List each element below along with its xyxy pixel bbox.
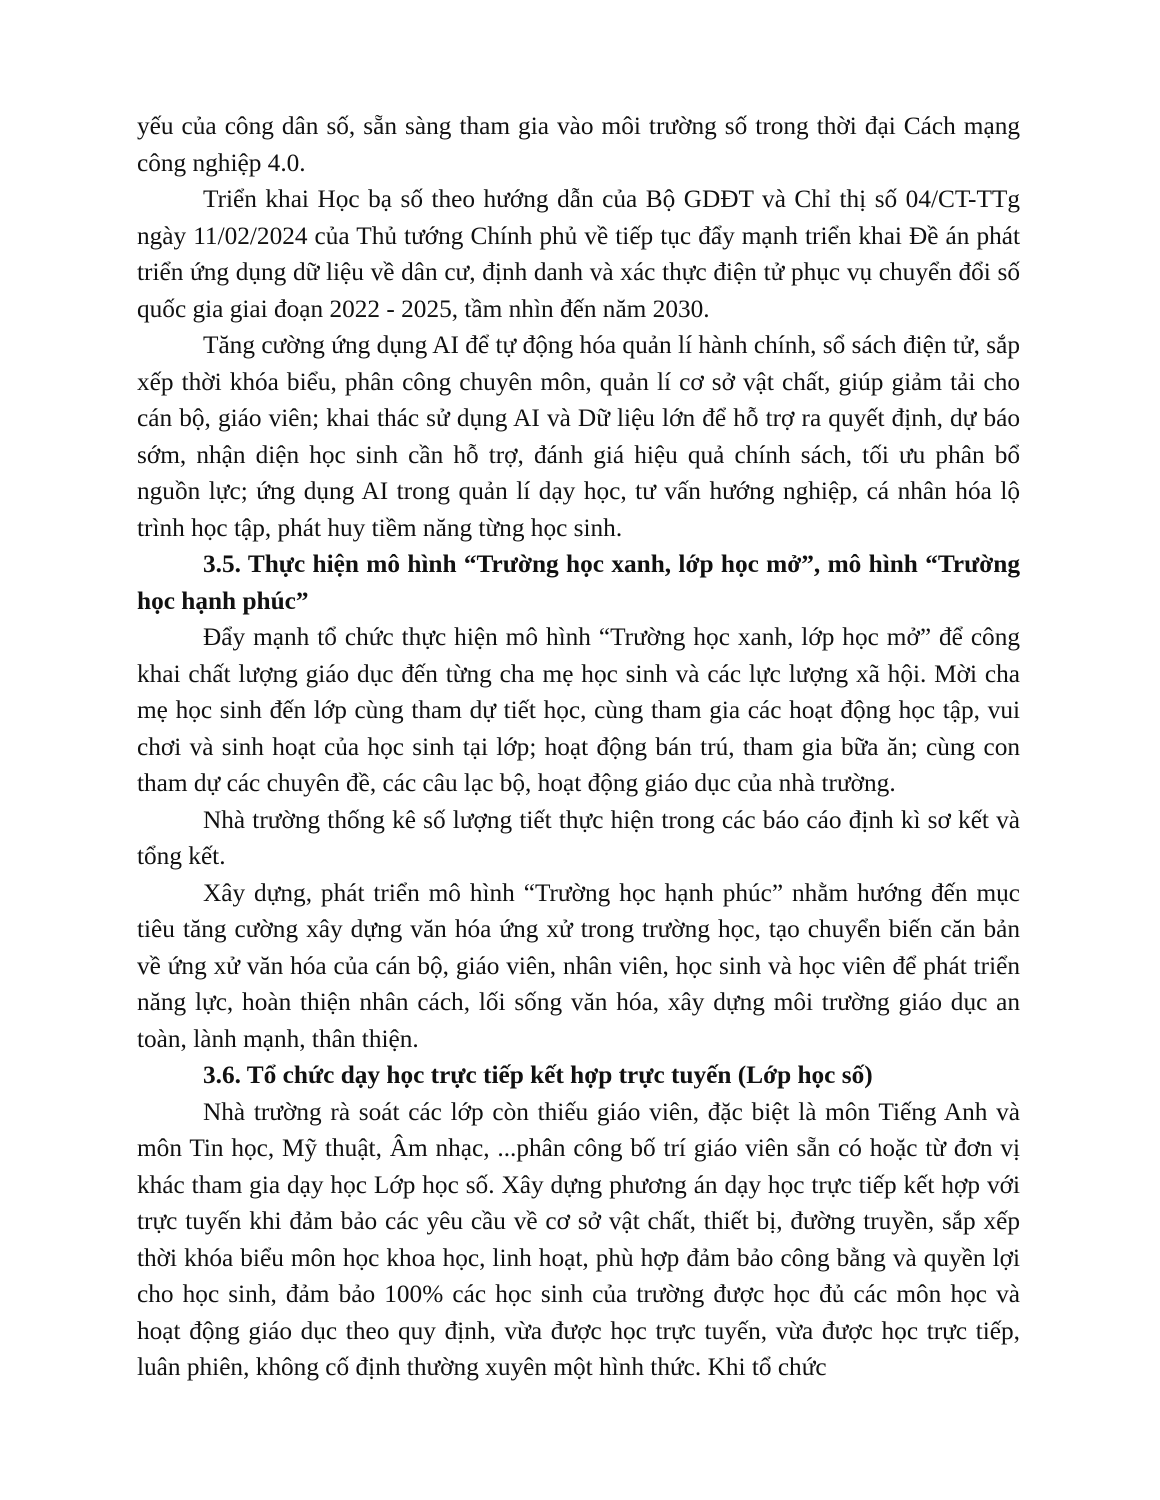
paragraph-continued: yếu của công dân số, sẵn sàng tham gia vào môi trường số trong thời đại Cách mạng công nghiệp 4.0. [137, 112, 1020, 177]
paragraph-thong-ke: Nhà trường thống kê số lượng tiết thực hiện trong các báo cáo định kì sơ kết và tổng kết. [137, 805, 1020, 870]
document-page [137, 108, 1020, 1386]
paragraph-hoc-ba-so: Triển khai Học bạ số theo hướng dẫn của Bộ GDĐT và Chỉ thị số 04/CT-TTg ngày 11/02/2024 của Thủ tướng Chính phủ về tiếp tục đẩy mạnh triển khai Đề án phát triển ứng dụng dữ liệu về dân cư, định danh và xác thực điện tử phục vụ chuyển đổi số quốc gia giai đoạn 2022 - 2025, tầm nhìn đến năm 2030. [137, 185, 1020, 323]
section-heading-3-6: 3.6. Tổ chức dạy học trực tiếp kết hợp trực tuyến (Lớp học số) [203, 1061, 873, 1089]
section-heading-3-5: 3.5. Thực hiện mô hình “Trường học xanh, lớp học mở”, mô hình “Trường học hạnh phúc” [137, 550, 1020, 615]
paragraph-truong-hoc-hanh-phuc: Xây dựng, phát triển mô hình “Trường học hạnh phúc” nhằm hướng đến mục tiêu tăng cường xây dựng văn hóa ứng xử trong trường học, tạo chuyển biến căn bản về ứng xử văn hóa của cán bộ, giáo viên, nhân viên, học sinh và học viên để phát triển năng lực, hoàn thiện nhân cách, lối sống văn hóa, xây dựng môi trường giáo dục an toàn, lành mạnh, thân thiện. [137, 878, 1020, 1053]
paragraph-ung-dung-ai: Tăng cường ứng dụng AI để tự động hóa quản lí hành chính, sổ sách điện tử, sắp xếp thời khóa biểu, phân công chuyên môn, quản lí cơ sở vật chất, giúp giảm tải cho cán bộ, giáo viên; khai thác sử dụng AI và Dữ liệu lớn để hỗ trợ ra quyết định, dự báo sớm, nhận diện học sinh cần hỗ trợ, đánh giá hiệu quả chính sách, tối ưu phân bổ nguồn lực; ứng dụng AI trong quản lí dạy học, tư vấn hướng nghiệp, cá nhân hóa lộ trình học tập, phát huy tiềm năng từng học sinh. [137, 331, 1020, 542]
paragraph-lop-hoc-so: Nhà trường rà soát các lớp còn thiếu giáo viên, đặc biệt là môn Tiếng Anh và môn Tin học, Mỹ thuật, Âm nhạc, ...phân công bố trí giáo viên sẵn có hoặc từ đơn vị khác tham gia dạy học Lớp học số. Xây dựng phương án dạy học trực tiếp kết hợp với trực tuyến khi đảm bảo các yêu cầu về cơ sở vật chất, thiết bị, đường truyền, sắp xếp thời khóa biểu môn học khoa học, linh hoạt, phù hợp đảm bảo công bằng và quyền lợi cho học sinh, đảm bảo 100% các học sinh của trường được học đủ các môn học và hoạt động giáo dục theo quy định, vừa được học trực tuyến, vừa được học trực tiếp, luân phiên, không cố định thường xuyên một hình thức. Khi tổ chức [137, 1097, 1020, 1381]
paragraph-truong-hoc-xanh: Đẩy mạnh tổ chức thực hiện mô hình “Trường học xanh, lớp học mở” để công khai chất lượng giáo dục đến từng cha mẹ học sinh và các lực lượng xã hội. Mời cha mẹ học sinh đến lớp cùng tham dự tiết học, cùng tham gia các hoạt động học tập, vui chơi và sinh hoạt của học sinh tại lớp; hoạt động bán trú, tham gia bữa ăn; cùng con tham dự các chuyên đề, các câu lạc bộ, hoạt động giáo dục của nhà trường. [137, 623, 1020, 797]
